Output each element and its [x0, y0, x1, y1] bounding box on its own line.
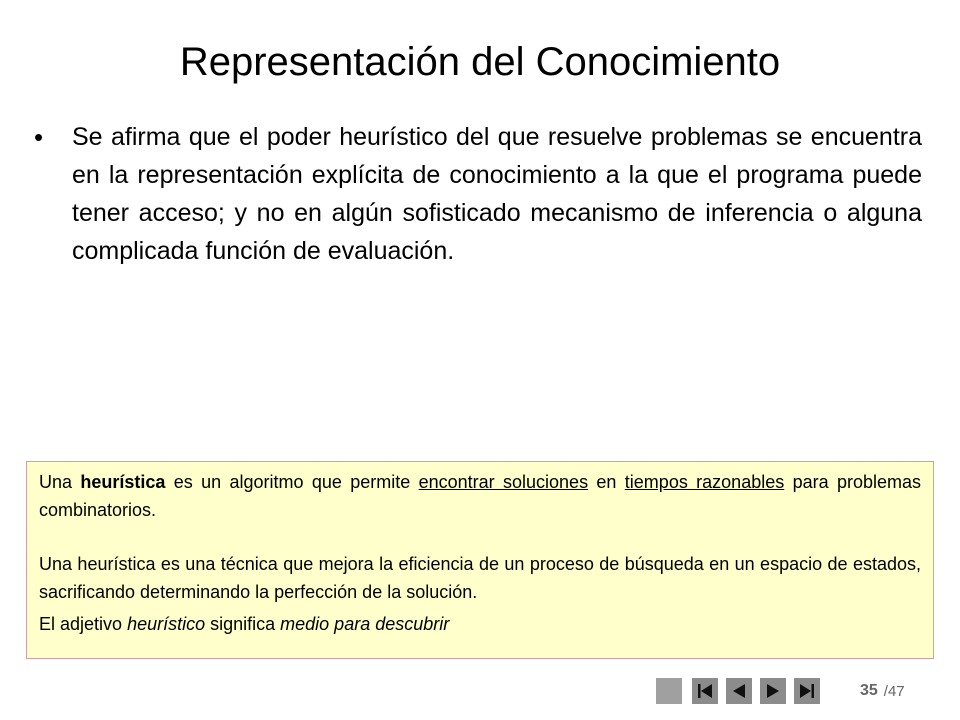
note-text: para problemas combinatorios. — [39, 472, 921, 520]
note-text: en — [588, 472, 625, 492]
note-italic-phrase: medio para descubrir — [280, 614, 450, 634]
first-page-icon[interactable] — [692, 678, 718, 704]
page-total: /47 — [883, 682, 905, 700]
note-italic-term: heurístico — [127, 614, 206, 634]
page-current: 35 — [860, 682, 878, 699]
bullet-item — [30, 118, 922, 270]
note-text: significa — [205, 614, 281, 634]
definition-note-box — [26, 461, 934, 659]
note-underlined-text: tiempos razonables — [624, 472, 785, 492]
next-page-icon[interactable] — [760, 678, 786, 704]
note-text: Una — [39, 472, 81, 492]
note-bold-term: heurística — [80, 472, 166, 492]
note-text: es un algoritmo que permite — [165, 472, 419, 492]
previous-page-icon[interactable] — [726, 678, 752, 704]
slide-navigation — [656, 678, 828, 704]
last-page-icon[interactable] — [794, 678, 820, 704]
slide-title: Representación del Conocimiento — [179, 40, 781, 84]
note-text: El adjetivo — [39, 614, 128, 634]
note-paragraph-heuristic-definition — [39, 468, 921, 524]
bullet-text: Se afirma que el poder heurístico del que resuelve problemas se encuentra en la representación explícita de conocimiento a la que el programa puede tener acceso; y no en algún sofisticado mecanismo de inferencia o alguna complicada función de evaluación. — [72, 123, 922, 265]
blank-icon — [656, 678, 682, 704]
note-paragraph-heuristic-technique: Una heurística es una técnica que mejora la eficiencia de un proceso de búsqueda en un espacio de estados, sacrificando determinando la perfección de la solución. — [39, 554, 921, 602]
note-paragraph-adjective — [39, 610, 921, 638]
note-underlined-text: encontrar soluciones — [418, 472, 589, 492]
bullet-point-icon: • — [34, 122, 44, 152]
page-indicator — [860, 678, 905, 704]
